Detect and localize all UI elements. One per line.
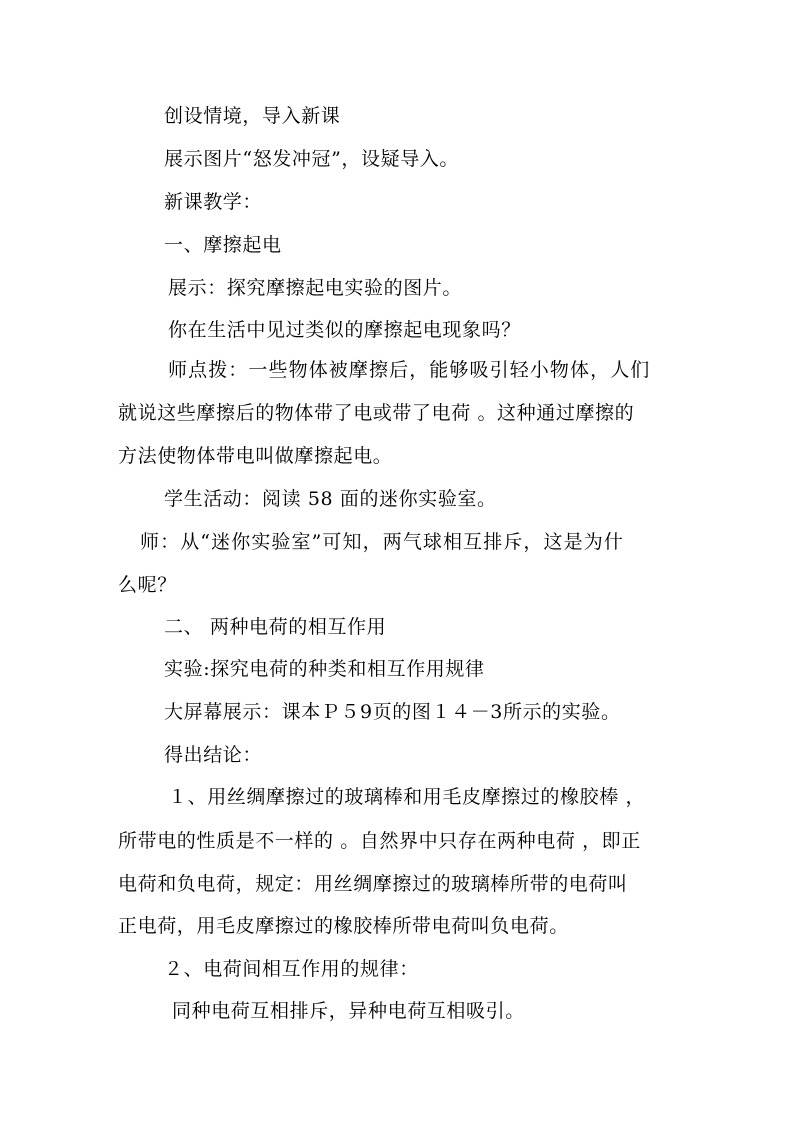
paragraph-line: 师点拨：一些物体被摩擦后，能够吸引轻小物体，人们: [168, 359, 651, 381]
paragraph-line: 你在生活中见过类似的摩擦起电现象吗？: [168, 319, 521, 341]
paragraph-line: 得出结论：: [164, 744, 263, 766]
paragraph-line: 实验:探究电荷的种类和相互作用规律: [164, 658, 485, 680]
paragraph-line: 展示：探究摩擦起电实验的图片。: [168, 277, 463, 299]
paragraph-line: 么呢？: [118, 574, 177, 596]
paragraph-line: 同种电荷互相排斥，异种电荷互相吸引。: [172, 1000, 525, 1022]
paragraph-line: 师：从“迷你实验室”可知，两气球相互排斥，这是为什: [140, 531, 624, 553]
paragraph-line: 展示图片“怒发冲冠”，设疑导入。: [164, 148, 460, 170]
list-item: ２、电荷间相互作用的规律：: [164, 958, 419, 980]
paragraph-line: 大屏幕展示：课本Ｐ５9页的图１４－3所示的实验。: [164, 701, 621, 723]
paragraph-line: 方法使物体带电叫做摩擦起电。: [118, 445, 393, 467]
paragraph-line: 学生活动：阅读 58 面的迷你实验室。: [164, 488, 497, 510]
section-heading-new-lesson: 新课教学：: [164, 191, 263, 213]
section-heading-friction: 一、摩擦起电: [164, 234, 282, 256]
section-heading-intro: 创设情境，导入新课: [164, 105, 341, 127]
list-item: １、用丝绸摩擦过的玻璃棒和用毛皮摩擦过的橡胶棒 ，: [168, 786, 646, 808]
section-heading-two-charges: 二、 两种电荷的相互作用: [164, 616, 387, 638]
paragraph-line: 正电荷，用毛皮摩擦过的橡胶棒所带电荷叫负电荷。: [118, 915, 569, 937]
paragraph-line: 所带电的性质是不一样的 。自然界中只存在两种电荷 ，即正: [118, 830, 641, 852]
paragraph-line: 就说这些摩擦后的物体带了电或带了电荷 。这种通过摩擦的: [118, 402, 635, 424]
paragraph-line: 电荷和负电荷，规定：用丝绸摩擦过的玻璃棒所带的电荷叫: [118, 873, 628, 895]
